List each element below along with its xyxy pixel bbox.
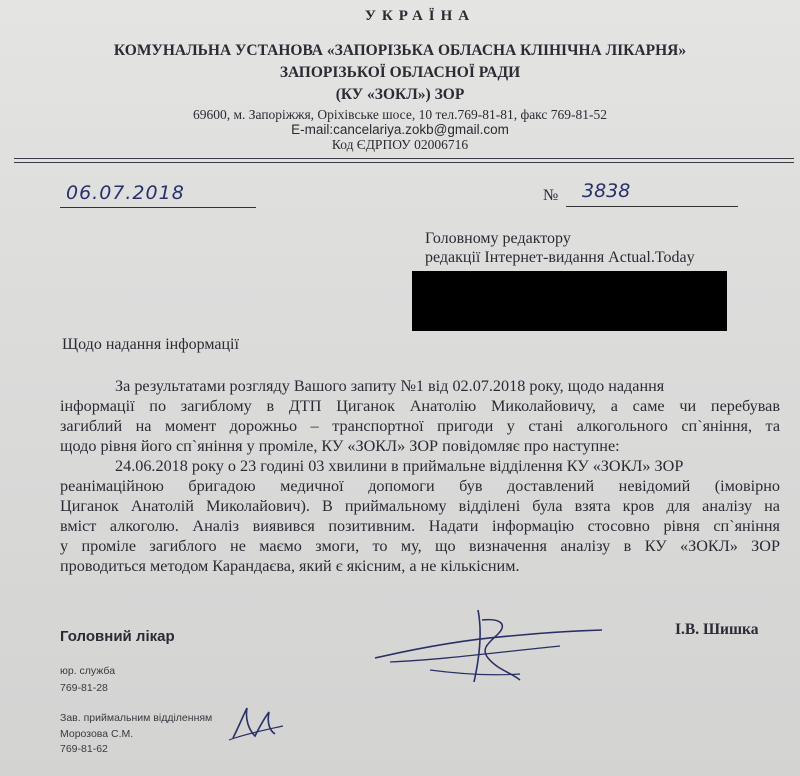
signatory-title: Головний лікар — [60, 628, 175, 645]
legal-service-label: юр. служба — [60, 665, 116, 677]
body-line: 24.06.2018 року о 23 годині 03 хвилини в приймальне відділення КУ «ЗОКЛ» ЗОР — [115, 457, 684, 475]
org-email: E-mail:cancelariya.zokb@gmail.com — [291, 122, 509, 137]
org-edrpou-code: Код ЄДРПОУ 02006716 — [331, 137, 469, 152]
dept-head-phone: 769-81-62 — [60, 743, 108, 755]
org-name-line2: ЗАПОРІЗЬКОЇ ОБЛАСНОЇ РАДИ — [279, 64, 521, 81]
date-underline — [60, 207, 256, 208]
letter-number: 3838 — [582, 180, 631, 202]
body-line: у проміле загиблого не маємо змоги, то му, що визначення аналізу в КУ «ЗОКЛ» ЗОР — [60, 537, 780, 555]
header-divider-second — [14, 162, 794, 163]
body-line: загиблий на момент дорожньо – транспортної пригоди у стані алкогольного сп`яніння, та — [60, 417, 780, 435]
body-line: щодо рівня його сп`яніння у проміле, КУ «ЗОКЛ» ЗОР повідомляє про наступне: — [60, 437, 620, 455]
body-line: За результатами розгляду Вашого запиту №1 від 02.07.2018 року, щодо надання — [115, 377, 665, 395]
org-address: 69600, м. Запоріжжя, Оріхівське шосе, 10 тел.769-81-81, факс 769-81-52 — [192, 107, 608, 122]
org-name-line3: (КУ «ЗОКЛ») ЗОР — [335, 86, 465, 103]
country-title: УКРАЇНА — [364, 8, 476, 24]
number-sign: № — [543, 187, 559, 204]
header-divider — [14, 158, 794, 159]
legal-service-phone: 769-81-28 — [60, 682, 108, 694]
body-line: Циганок Анатолій Миколайович). В приймальному відділені була взята кров для аналізу на — [60, 497, 780, 515]
body-line: інформації по загиблому в ДТП Циганок Анатолію Миколайовичу, а саме чи перебував — [60, 397, 780, 415]
body-line: вміст алкоголю. Аналіз виявився позитивним. Надати інформацію стосовно рівня сп`яніння — [60, 517, 780, 535]
org-name-line1: КОМУНАЛЬНА УСТАНОВА «ЗАПОРІЗЬКА ОБЛАСНА КЛІНІЧНА ЛІКАРНЯ» — [113, 42, 687, 59]
letter-subject: Щодо надання інформації — [62, 336, 239, 353]
number-underline — [566, 206, 738, 207]
handwritten-signature — [370, 600, 610, 690]
body-line: проводиться методом Карандаєва, який є якісним, а не кількісним. — [60, 557, 520, 575]
redacted-block — [412, 271, 727, 331]
dept-head-label: Зав. приймальним відділенням — [60, 712, 213, 724]
dept-head-name: Морозова С.М. — [60, 728, 134, 740]
letter-date: 06.07.2018 — [66, 182, 185, 204]
recipient-line1: Головному редактору — [425, 230, 571, 247]
signatory-name: І.В. Шишка — [675, 621, 759, 638]
body-line: реанімаційною бригадою медичної допомоги був доставлений невідомий (імовірно — [60, 477, 780, 495]
initials-signature — [225, 700, 285, 745]
recipient-line2: редакції Інтернет-видання Actual.Today — [425, 249, 695, 266]
